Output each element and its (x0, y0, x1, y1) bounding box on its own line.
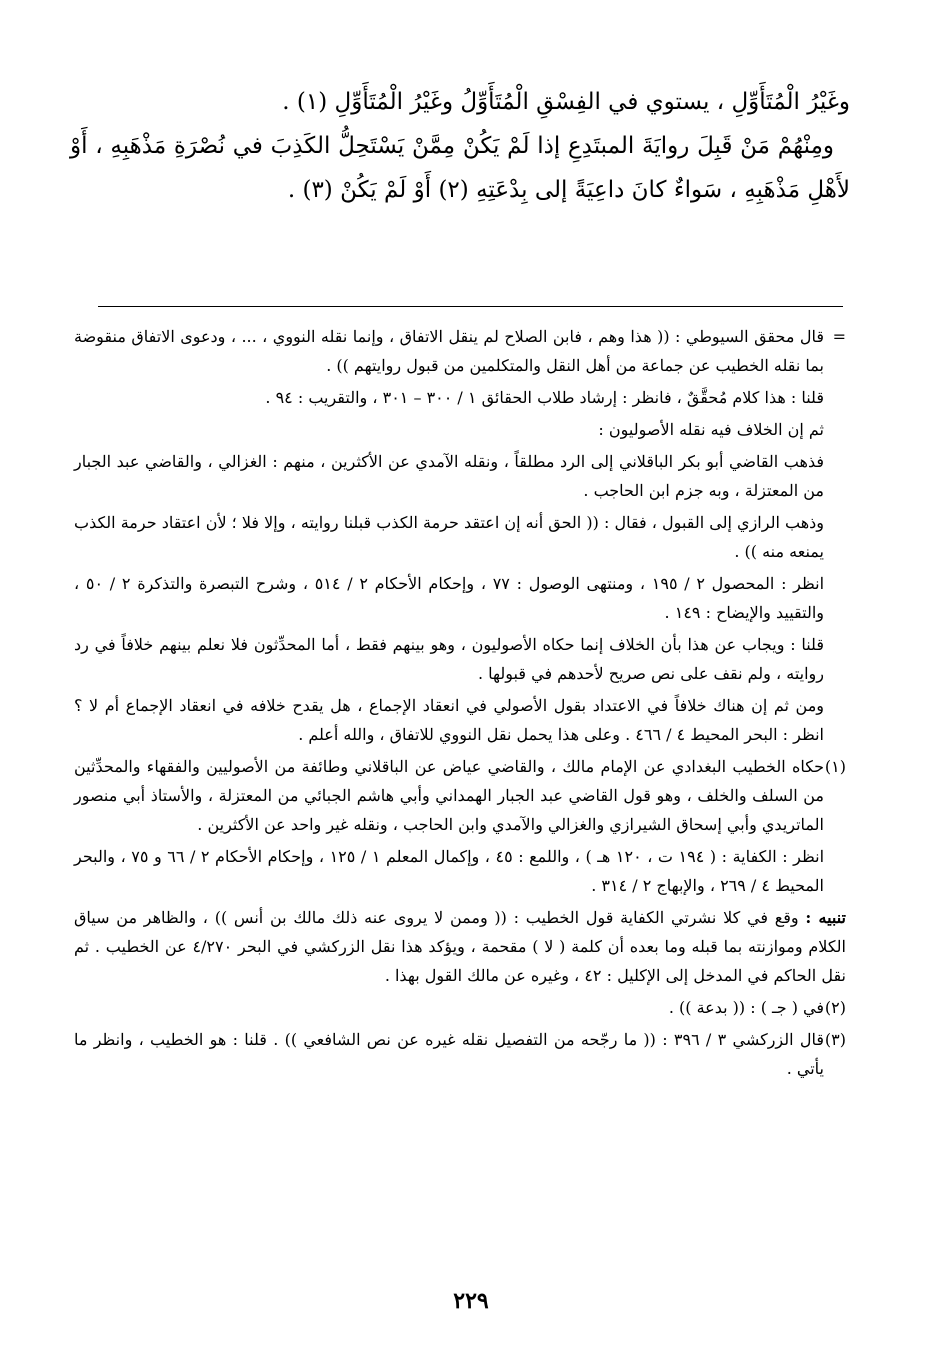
tanbih-note (74, 903, 846, 990)
continuation-marker: = (832, 327, 846, 346)
footnote-3 (74, 1025, 846, 1083)
footnotes (74, 322, 846, 1086)
tanbih-label: تنبيه : (805, 908, 847, 927)
footnote-3-marker: (٣) (824, 1030, 846, 1049)
footnote-text: حكاه الخطيب البغدادي عن الإمام مالك ، والقاضي عياض عن الباقلاني وطائفة من الأصوليين والفقهاء والمحدِّثين من السلف والخلف ، وهو قول القاضي عبد الجبار الهمداني وأبي هاشم الجبائي من المعتزلة ، والأستاذ أبي منصور الماتريدي وأبي إسحاق الشيرازي والغزالي والآمدي وابن الحاجب ، ونقله غير واحد عن الأكثرين . (74, 757, 824, 834)
footnote-paragraph: ومن ثم إن هناك خلافاً في الاعتداد بقول الأصولي في انعقاد الإجماع ، هل يقدح خلافه في انعقاد الإجماع أم لا ؟ انظر : البحر المحيط ٤ / ٤٦٦ . وعلى هذا يحمل نقل النووي للاتفاق ، والله أعلم . (74, 696, 824, 744)
footnote-paragraph: فذهب القاضي أبو بكر الباقلاني إلى الرد مطلقاً ، ونقله الآمدي عن الأكثرين ، منهم : الغزالي ، والقاضي عبد الجبار من المعتزلة ، وبه جزم ابن الحاجب . (74, 452, 824, 500)
footnote-separator (98, 306, 843, 307)
footnote-2 (74, 993, 846, 1022)
footnote-text: في ( جـ ) : (( بدعة )) . (668, 998, 824, 1017)
main-text-paragraph: ومِنْهُمْ مَنْ قَبِلَ روايَةَ المبتَدِعِ إذا لَمْ يَكُنْ مِمَّنْ يَسْتَحِلُّ الكَذِبَ في نُصْرَةِ مَذْهَبِهِ ، أَوْ لأَهْلِ مَذْهَبِهِ ، سَواءٌ كانَ داعِيَةً إلى بِدْعَتِهِ (٢) أَوْ لَمْ يَكُنْ (٣) . (70, 133, 850, 203)
footnote-paragraph: انظر : المحصول ٢ / ١٩٥ ، ومنتهى الوصول : ٧٧ ، وإحكام الأحكام ٢ / ٥١٤ ، وشرح التبصرة والتذكرة ٢ / ٥٠ ، والتقييد والإيضاح : ١٤٩ . (74, 574, 825, 622)
main-text (70, 80, 850, 212)
footnote-paragraph: قلنا : هذا كلام مُحقَّقٌ ، فانظر : إرشاد طلاب الحقائق ١ / ٣٠٠ – ٣٠١ ، والتقريب : ٩٤ . (265, 388, 824, 407)
footnote-paragraph: وذهب الرازي إلى القبول ، فقال : (( الحق أنه إن اعتقد حرمة الكذب قبلنا روايته ، وإلا فلا ؛ لأن اعتقاد حرمة الكذب يمنعه منه )) . (74, 513, 824, 561)
footnote-paragraph: ثم إن الخلاف فيه نقله الأصوليون : (598, 420, 824, 439)
footnote-text: قال الزركشي ٣ / ٣٩٦ : (( ما رجّحه من التفصيل نقله غيره عن نص الشافعي )) . قلنا : هو الخطيب ، وانظر ما يأتي . (74, 1030, 825, 1078)
page-number: ٢٢٩ (453, 1288, 489, 1314)
tanbih-text: وقع في كلا نشرتي الكفاية قول الخطيب : (( وممن لا يروى عنه ذلك مالك بن أنس )) ، والظاهر من سياق الكلام وموازنته بما قبله وما بعده أن كلمة ( لا ) مقحمة ، ويؤكد هذا نقل الزركشي في البحر ٤/٢٧٠ عن الخطيب . ثم نقل الحاكم في المدخل إلى الإكليل : ٤٢ ، وغيره عن مالك القول بهذا . (74, 908, 847, 985)
footnote-1-marker: (١) (824, 757, 846, 776)
footnote-text: قال محقق السيوطي : (( هذا وهم ، فابن الصلاح لم ينقل الاتفاق ، وإنما نقله النووي ، ... ، ودعوى الاتفاق منقوضة بما نقله الخطيب عن جماعة من أهل النقل والمتكلمين من قبول روايتهم )) . (74, 327, 824, 375)
footnote-paragraph: قلنا : ويجاب عن هذا بأن الخلاف إنما حكاه الأصوليون ، وهو بينهم فقط ، أما المحدِّثون فلا نعلم بينهم خلافاً في رد روايته ، ولم نقف على نص صريح لأحدهم في قبولها . (74, 635, 824, 683)
footnote-2-marker: (٢) (824, 998, 846, 1017)
footnote-continuation (74, 322, 846, 380)
main-text-line: وغَيْرُ الْمُتَأَوِّلِ ، يستوي في الفِسْقِ الْمُتَأَوِّلُ وغَيْرُ الْمُتَأَوِّلِ (١) . (282, 89, 850, 115)
footnote-1 (74, 752, 846, 839)
page-body (70, 80, 850, 212)
footnote-paragraph: انظر : الكفاية : ( ١٩٤ ت ، ١٢٠ هـ ) ، واللمع : ٤٥ ، وإكمال المعلم ١ / ١٢٥ ، وإحكام الأحكام ٢ / ٦٦ و ٧٥ ، والبحر المحيط ٤ / ٢٦٩ ، والإبهاج ٢ / ٣١٤ . (74, 847, 825, 895)
